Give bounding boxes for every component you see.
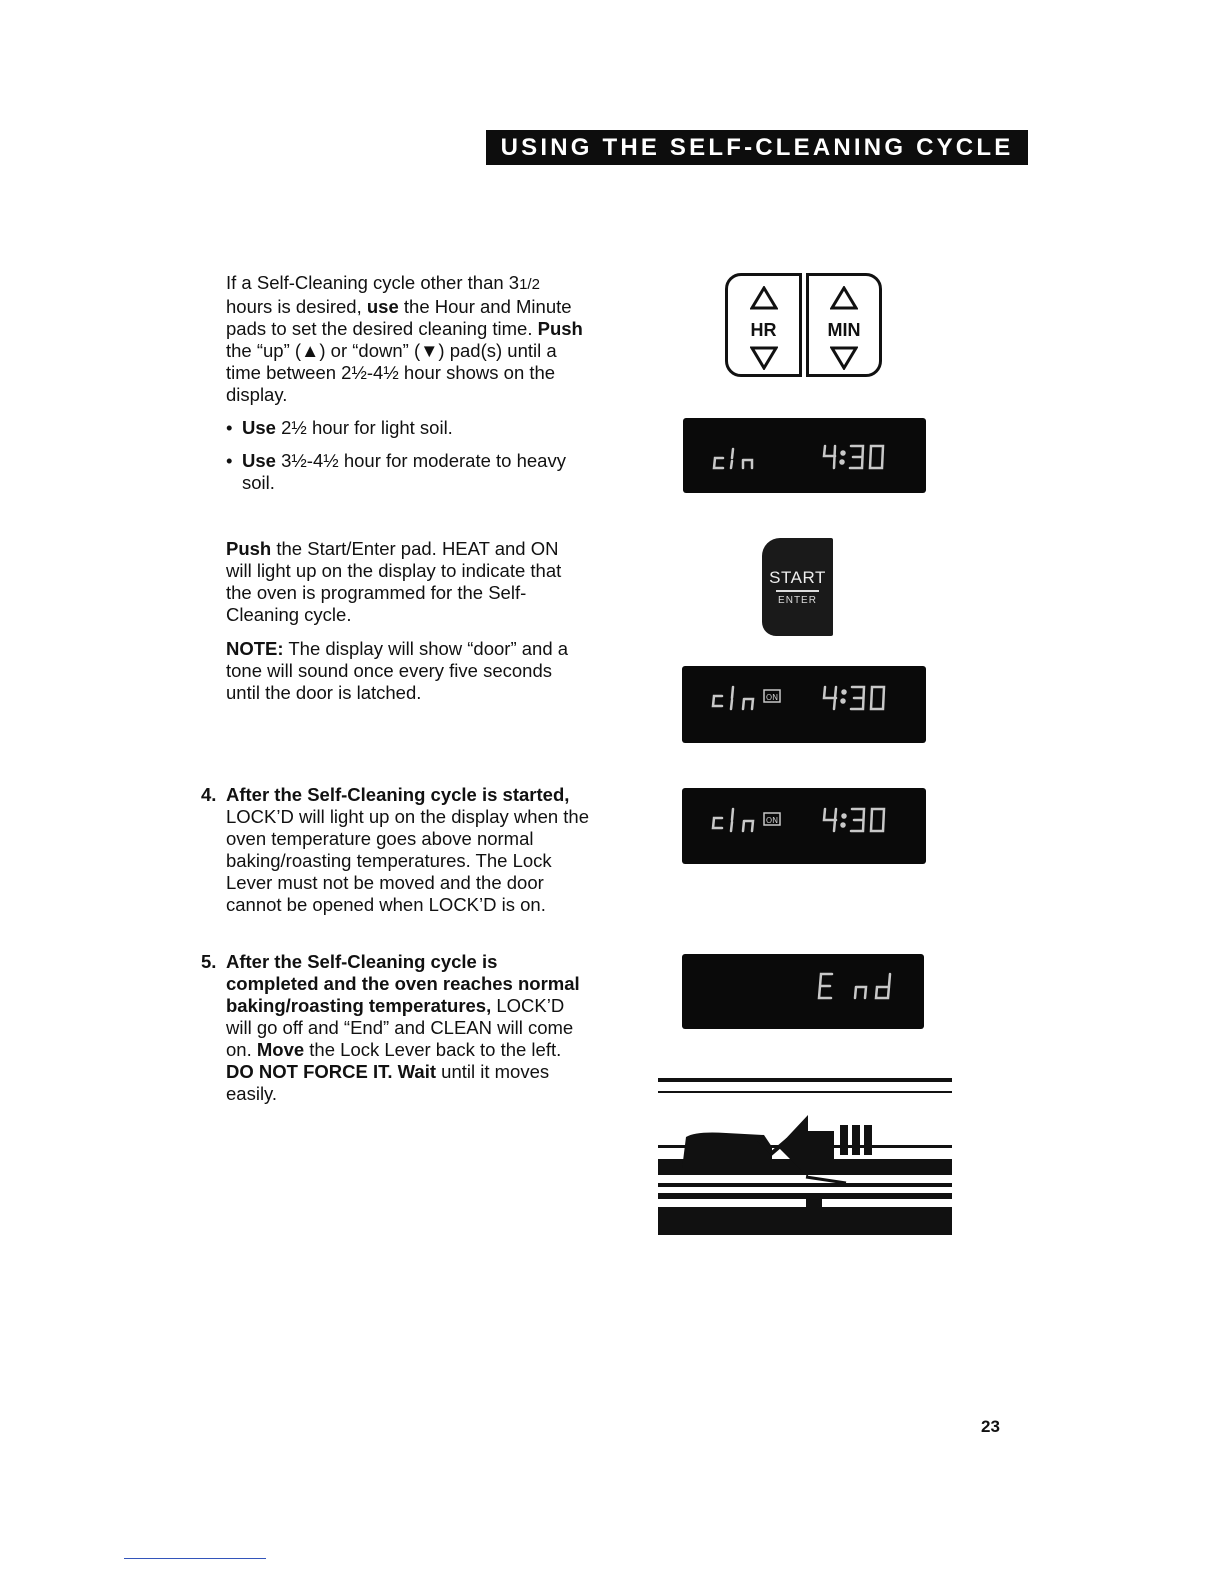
hour-pad-label: HR bbox=[750, 320, 777, 340]
bullet-light-soil: • Use 2½ hour for light soil. bbox=[226, 417, 453, 438]
on-badge: ON bbox=[765, 816, 779, 825]
lock-lever-illustration bbox=[656, 1075, 954, 1237]
on-badge: ON bbox=[765, 693, 779, 702]
hour-pad[interactable] bbox=[725, 273, 802, 377]
bullet-dot: • bbox=[226, 417, 233, 438]
hour-down-icon[interactable] bbox=[728, 346, 799, 375]
step-4 bbox=[201, 784, 591, 916]
minute-up-icon[interactable] bbox=[809, 286, 879, 315]
minute-pad-label: MIN bbox=[827, 320, 861, 340]
oven-display-heat-on bbox=[682, 666, 926, 743]
bullet-heavy-soil: • Use 3½-4½ hour for moderate to heavy soil. bbox=[226, 450, 566, 493]
oven-display-end bbox=[682, 954, 924, 1029]
start-enter-button[interactable] bbox=[762, 538, 833, 636]
bullet-dot: • bbox=[226, 450, 233, 471]
seven-segment-readout bbox=[683, 418, 926, 493]
step-5-text: After the Self-Cleaning cycle is completed and the oven reaches normal baking/roasting temperatures, LOCK’D will go off and “End” and CLEAN will come on. Move the Lock Lever back to the left. DO NOT FORCE IT. Wait until it moves easily. bbox=[226, 951, 580, 1104]
page-number: 23 bbox=[981, 1417, 1000, 1436]
step-number: 5. bbox=[201, 951, 217, 972]
note-paragraph: NOTE: The display will show “door” and a tone will sound once every five seconds until the door is latched. bbox=[226, 638, 569, 703]
start-label: START bbox=[769, 568, 826, 587]
start-step-block bbox=[226, 538, 586, 704]
start-divider bbox=[776, 590, 819, 592]
intro-block bbox=[226, 272, 586, 494]
oven-display-time bbox=[683, 418, 926, 493]
step-5 bbox=[201, 951, 591, 1105]
minute-down-icon[interactable] bbox=[809, 346, 879, 375]
step-4-text: After the Self-Cleaning cycle is started, LOCK’D will light up on the display when the oven temperature goes above normal baking/roasting temperatures. The Lock Lever must not be moved and the door cannot be opened when LOCK’D is on. bbox=[226, 784, 589, 915]
intro-paragraph: If a Self-Cleaning cycle other than 31/2 hours is desired, use the Hour and Minute pads to set the desired cleaning time. Push the “up” (▲) or “down” (▼) pad(s) until a time between 2½-4½ hour shows on the display. bbox=[226, 272, 583, 405]
minute-pad[interactable] bbox=[806, 273, 882, 377]
enter-label: ENTER bbox=[778, 595, 817, 606]
section-header: USING THE SELF-CLEANING CYCLE bbox=[486, 130, 1028, 165]
footer-rule bbox=[124, 1558, 266, 1559]
step-number: 4. bbox=[201, 784, 217, 805]
start-paragraph: Push the Start/Enter pad. HEAT and ON will light up on the display to indicate that the oven is programmed for the Self-Cleaning cycle. bbox=[226, 538, 562, 625]
oven-display-lockd bbox=[682, 788, 926, 864]
hour-up-icon[interactable] bbox=[728, 286, 799, 315]
